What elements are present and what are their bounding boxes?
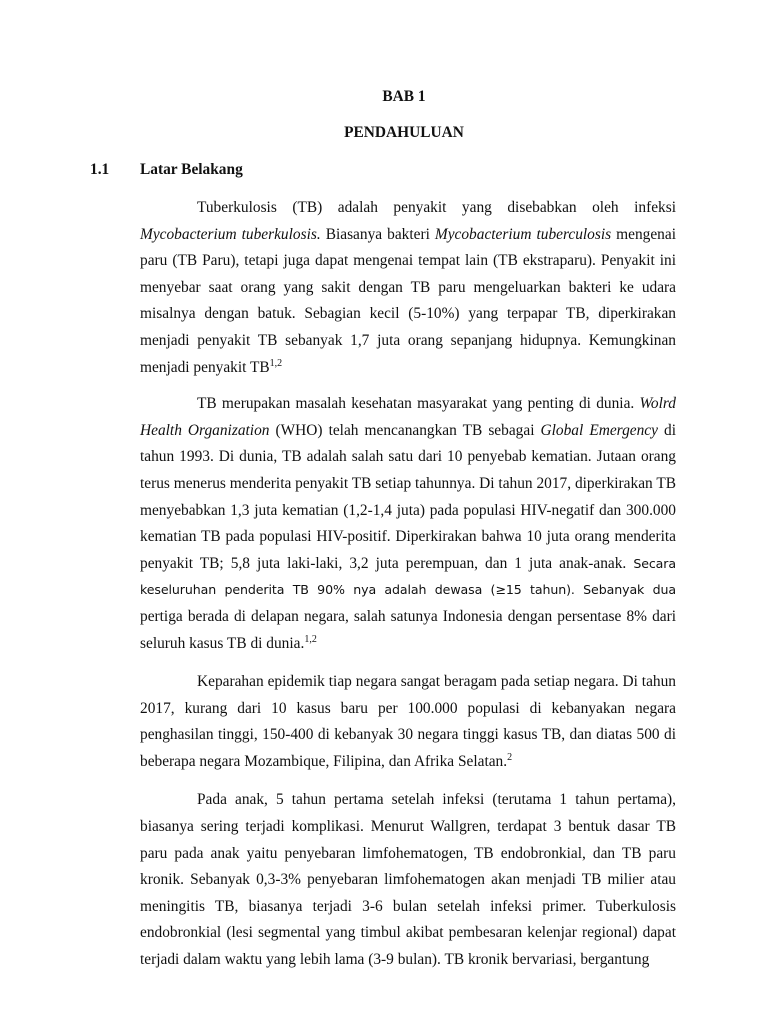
paragraph-2 (140, 391, 676, 657)
section-number: 1.1 (90, 161, 110, 178)
p4-text-1: Pada anak, 5 tahun pertama setelah infeksi (terutama 1 tahun pertama), biasanya sering terjadi komplikasi. Menurut Wallgren, terdapat 3 bentuk dasar TB paru pada anak yaitu penyebaran limfohematogen, TB endobronkial, dan TB paru kronik. Sebanyak 0,3-3% penyebaran limfohematogen akan menjadi TB milier atau meningitis TB, biasanya terjadi 3-6 bulan setelah infeksi primer. Tuberkulosis endobronkial (lesi segmental yang timbul akibat pembesaran kelenjar regional) dapat terjadi dalam waktu yang lebih lama (3-9 bulan). TB kronik bervariasi, bergantung (140, 791, 676, 969)
body-text (140, 195, 676, 974)
p3-text-1: Keparahan epidemik tiap negara sangat beragam pada setiap negara. Di tahun 2017, kurang dari 10 kasus baru per 100.000 populasi di kebanyakan negara penghasilan tinggi, 150-400 di kebanyak 30 negara tinggi kasus TB, dan diatas 500 di beberapa negara Mozambique, Filipina, dan Afrika Selatan. (140, 673, 676, 770)
p2-sans-text: Secara keseluruhan penderita TB 90% nya adalah dewasa (≥15 tahun). Sebanyak dua (140, 555, 676, 598)
p1-citation: 1,2 (269, 357, 283, 369)
p1-text-1: Tuberkulosis (TB) adalah penyakit yang disebabkan oleh infeksi (197, 199, 676, 216)
p2-citation: 1,2 (304, 633, 317, 645)
p2-italic-1: Wolrd Health Organization (140, 395, 676, 439)
p2-text-4: pertiga berada di delapan negara, salah satunya Indonesia dengan persentase 8% dari seluruh kasus TB di dunia. (140, 607, 676, 652)
paragraph-4 (140, 787, 676, 973)
p1-italic-1: Mycobacterium tuberkulosis. (140, 225, 321, 243)
p1-text-3: mengenai paru (TB Paru), tetapi juga dapat mengenai tempat lain (TB ekstraparu). Penyakit ini menyebar saat orang yang sakit dengan TB paru mengeluarkan bakteri ke udara misalnya dengan batuk. Sebagian kecil (5-10%) yang terpapar TB, diperkirakan menjadi penyakit TB sebanyak 1,7 juta orang sepanjang hidupnya. Kemungkinan menjadi penyakit TB (140, 225, 676, 376)
p2-text-3: di tahun 1993. Di dunia, TB adalah salah satu dari 10 penyebab kematian. Jutaan orang terus menerus menderita penyakit TB setiap tahunnya. Di tahun 2017, diperkirakan TB menyebabkan 1,3 juta kematian (1,2-1,4 juta) pada populasi HIV-negatif dan 300.000 kematian TB pada populasi HIV-positif. Diperkirakan bahwa 10 juta orang menderita penyakit TB; 5,8 juta laki-laki, 3,2 juta perempuan, dan 1 juta anak-anak. (140, 421, 676, 572)
chapter-label: BAB 1 (382, 88, 426, 105)
section-title: Latar Belakang (140, 161, 243, 178)
p2-text-1: TB merupakan masalah kesehatan masyarakat yang penting di dunia. (197, 395, 640, 413)
section-heading (90, 161, 243, 179)
p2-text-2: (WHO) telah mencanangkan TB sebagai (269, 421, 541, 439)
paragraph-3 (140, 669, 676, 775)
p3-citation: 2 (507, 751, 513, 763)
chapter-title: PENDAHULUAN (344, 124, 464, 141)
paragraph-1 (140, 195, 676, 381)
p1-text-2: Biasanya bakteri (320, 225, 435, 243)
p1-italic-2: Mycobacterium tuberculosis (434, 225, 612, 243)
p2-italic-2: Global Emergency (540, 421, 658, 439)
